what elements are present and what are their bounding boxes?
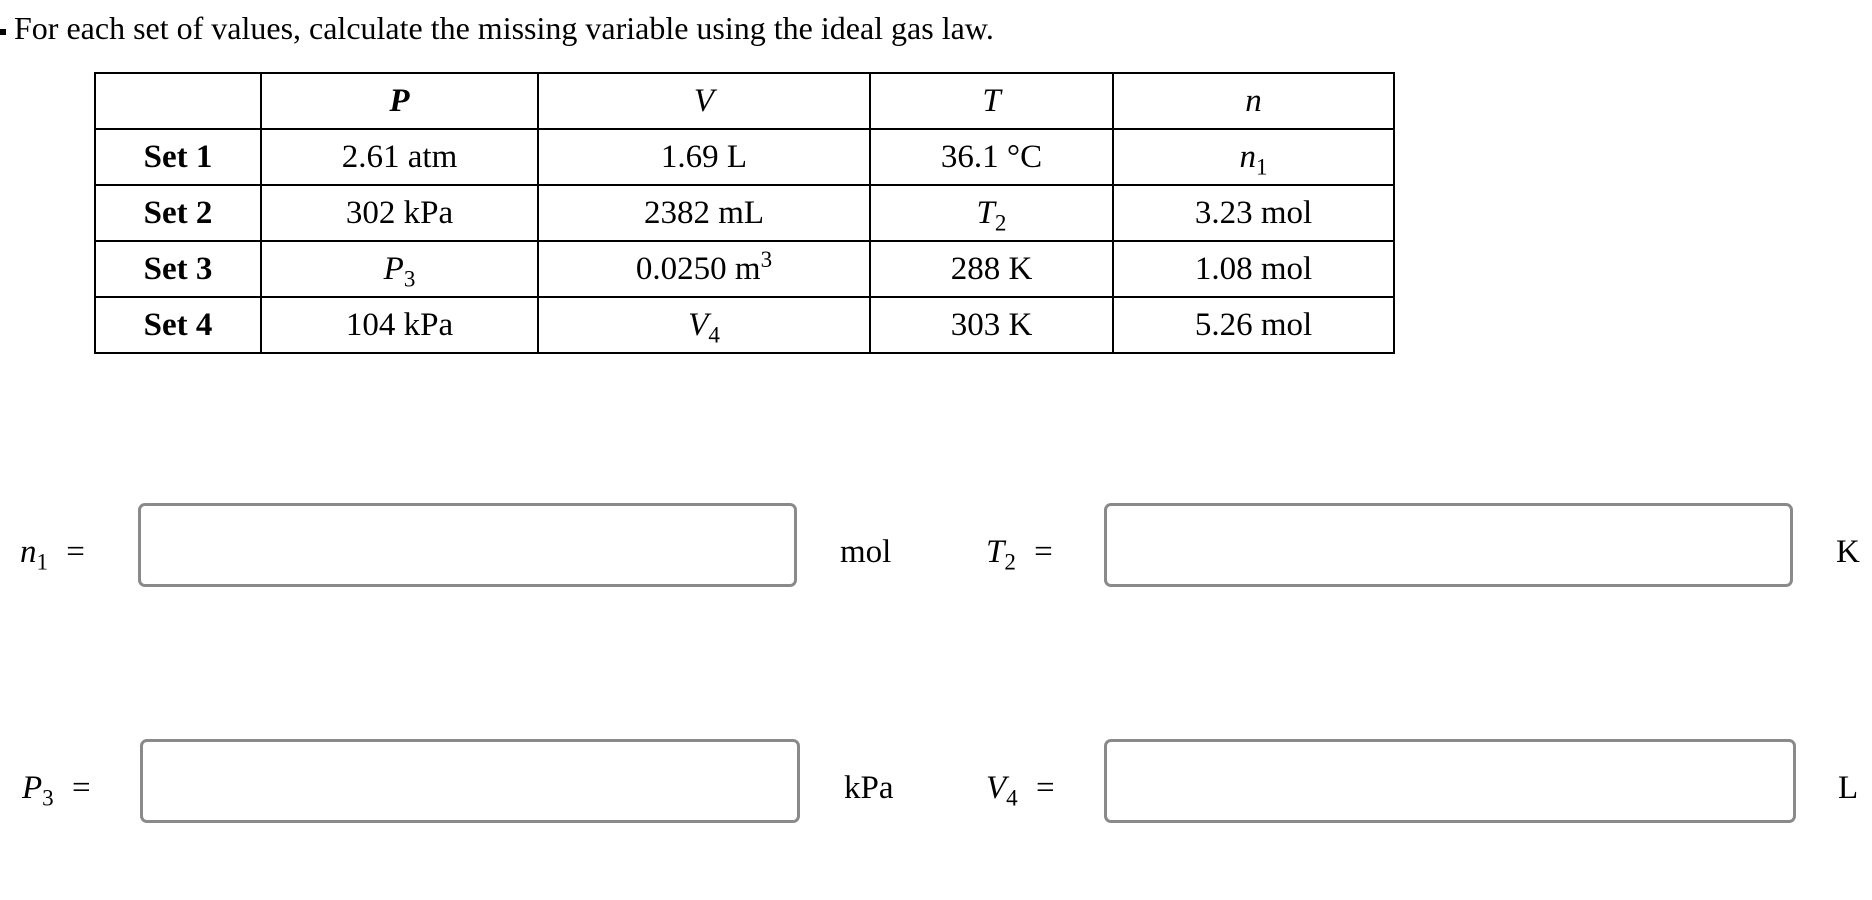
cell-volume: 1.69 L [538,129,870,185]
cell-moles: 3.23 mol [1113,185,1394,241]
cell-moles: 1.08 mol [1113,241,1394,297]
cell-pressure: 302 kPa [261,185,538,241]
unknown-subscript: 3 [403,265,416,292]
table-header-v: V [538,73,870,129]
p3-equals: = [71,770,91,806]
volume-value: 0.0250 m [635,250,761,287]
n1-subscript: 1 [36,548,49,575]
table-header-t: T [870,73,1113,129]
t2-label [986,532,1053,575]
cell-volume [538,297,870,353]
n1-equals: = [66,534,85,570]
row-label: Set 4 [95,297,261,353]
unknown-var: T [976,194,995,231]
n1-answer-input[interactable] [138,503,797,587]
v4-label [986,768,1055,811]
volume-exponent: 3 [760,245,773,272]
t2-subscript: 2 [1004,548,1016,575]
cell-volume: 2382 mL [538,185,870,241]
row-label: Set 2 [95,185,261,241]
table-header-row [95,73,1394,129]
row-label: Set 1 [95,129,261,185]
table-header-n: n [1113,73,1394,129]
v4-subscript: 4 [1006,784,1018,811]
p3-var: P [22,770,43,806]
cell-temperature: 288 K [870,241,1113,297]
cell-pressure: 104 kPa [261,297,538,353]
n1-unit: mol [840,534,892,570]
v4-equals: = [1035,770,1055,806]
t2-answer-input[interactable] [1104,503,1793,587]
cell-temperature: 36.1 °C [870,129,1113,185]
unknown-subscript: 1 [1255,153,1268,180]
ideal-gas-values-table [94,72,1395,354]
question-prompt [0,8,994,48]
v4-unit: L [1838,770,1859,806]
t2-equals: = [1034,534,1053,570]
table-row [95,129,1394,185]
cell-pressure: 2.61 atm [261,129,538,185]
table-row [95,241,1394,297]
n1-label [20,532,85,575]
cell-volume [538,241,870,297]
question-text: For each set of values, calculate the missing variable using the ideal gas law. [14,10,994,46]
v4-answer-input[interactable] [1104,739,1796,823]
p3-answer-input[interactable] [140,739,800,823]
unknown-subscript: 2 [994,209,1007,236]
t2-var: T [986,534,1005,570]
n1-var: n [20,534,37,570]
cell-moles [1113,129,1394,185]
p3-subscript: 3 [42,784,54,811]
t2-unit: K [1836,534,1860,570]
cell-moles: 5.26 mol [1113,297,1394,353]
table-row [95,297,1394,353]
unknown-var: n [1239,138,1256,175]
unknown-var: V [688,306,709,343]
cell-temperature: 303 K [870,297,1113,353]
cell-pressure [261,241,538,297]
cell-temperature [870,185,1113,241]
unknown-var: P [383,250,404,287]
unknown-subscript: 4 [708,321,720,348]
table-row [95,185,1394,241]
p3-unit: kPa [844,770,894,806]
question-marker [0,29,6,35]
p3-label [22,768,91,811]
table-header-p: P [261,73,538,129]
row-label: Set 3 [95,241,261,297]
table-header-blank [95,73,261,129]
v4-var: V [986,770,1007,806]
